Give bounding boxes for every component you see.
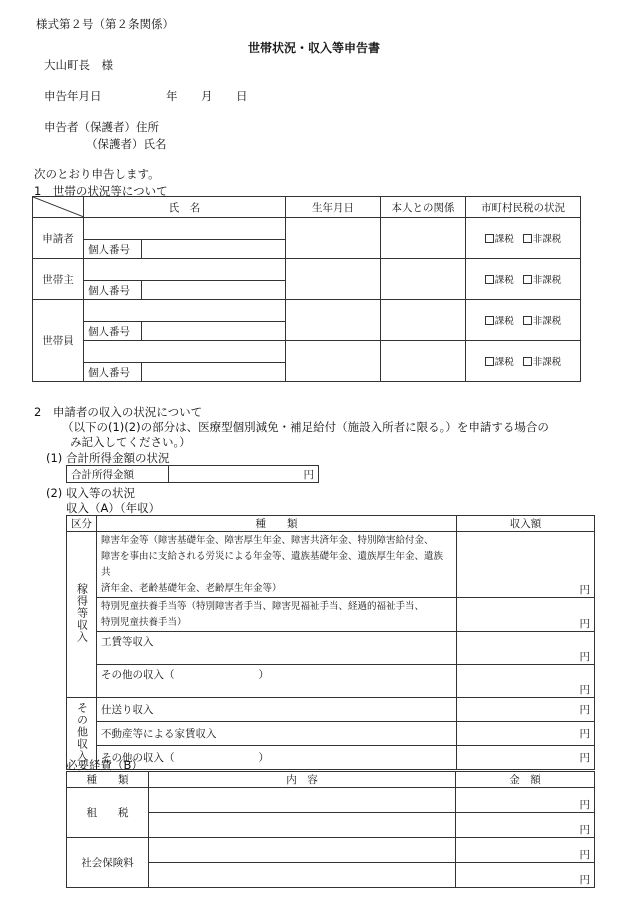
- tax-expense-label: 租 税: [67, 788, 149, 838]
- yen-label: 円: [579, 874, 590, 886]
- birthdate-field[interactable]: [286, 218, 381, 259]
- allowance-line-1: 特別児童扶養手当等（特別障害者手当、障害児福祉手当、経過的福祉手当、: [101, 601, 425, 612]
- my-number-field[interactable]: [142, 322, 286, 341]
- insurance-content-field[interactable]: [149, 838, 456, 863]
- tax-content-field[interactable]: [149, 788, 456, 813]
- row-label-member: 世帯員: [33, 300, 84, 382]
- category-other-label: その他収入: [75, 702, 89, 762]
- other-income-type: その他の収入（ ）: [97, 665, 457, 698]
- allowance-amount[interactable]: [457, 598, 595, 632]
- rent-amount[interactable]: [457, 722, 595, 746]
- checkbox[interactable]: [485, 316, 494, 325]
- other-income-amount[interactable]: [457, 665, 595, 698]
- expense-b-heading: 必要経費（B）: [66, 758, 143, 772]
- expense-table: [66, 771, 595, 888]
- sub2-heading: (2) 収入等の状況: [46, 486, 135, 500]
- household-table: [32, 196, 581, 382]
- header-name: 氏 名: [84, 197, 286, 218]
- allowance-type: [97, 598, 457, 632]
- yen-label: 円: [579, 728, 590, 740]
- my-number-label: 個人番号: [84, 322, 142, 341]
- header-amount: 収入額: [457, 516, 595, 532]
- addressee: 大山町長 様: [44, 58, 113, 72]
- header-relationship: 本人との関係: [381, 197, 466, 218]
- applicant-address-label: 申告者（保護者）住所: [44, 120, 159, 134]
- checkbox[interactable]: [485, 275, 494, 284]
- tax-label: 課税: [494, 234, 514, 245]
- non-tax-label: 非課税: [532, 357, 562, 368]
- date-label: 申告年月日: [44, 89, 102, 103]
- tax-status-field[interactable]: [466, 300, 581, 341]
- tax-status-field[interactable]: [466, 259, 581, 300]
- yen-label: 円: [579, 824, 590, 836]
- year-label: 年: [166, 89, 178, 103]
- yen-label: 円: [579, 752, 590, 764]
- section2-heading: 2 申請者の収入の状況について: [34, 405, 203, 419]
- yen-label: 円: [579, 684, 590, 696]
- total-income-table: [66, 465, 319, 483]
- my-number-field[interactable]: [142, 363, 286, 382]
- yen-label: 円: [579, 651, 590, 663]
- header-type: 種 類: [97, 516, 457, 532]
- pension-amount[interactable]: [457, 532, 595, 598]
- form-number: 様式第２号（第２条関係）: [36, 17, 174, 31]
- remittance-amount[interactable]: [457, 698, 595, 722]
- relationship-field[interactable]: [381, 300, 466, 341]
- header-expense-amount: 金 額: [456, 772, 595, 788]
- allowance-line-2: 特別児童扶養手当）: [101, 617, 187, 628]
- rent-type: 不動産等による家賃収入: [97, 722, 457, 746]
- social-insurance-label: 社会保険料: [67, 838, 149, 888]
- non-tax-label: 非課税: [532, 234, 562, 245]
- header-content: 内 容: [149, 772, 456, 788]
- insurance-amount-field[interactable]: [456, 863, 595, 888]
- non-tax-label: 非課税: [532, 275, 562, 286]
- header-tax-status: 市町村民税の状況: [466, 197, 581, 218]
- tax-amount-field[interactable]: [456, 813, 595, 838]
- checkbox[interactable]: [485, 234, 494, 243]
- non-tax-label: 非課税: [532, 316, 562, 327]
- name-field[interactable]: [84, 259, 286, 281]
- name-field[interactable]: [84, 218, 286, 240]
- name-field[interactable]: [84, 341, 286, 363]
- yen-label: 円: [579, 704, 590, 716]
- tax-status-field[interactable]: [466, 218, 581, 259]
- yen-label: 円: [579, 584, 590, 596]
- total-income-field[interactable]: [169, 466, 319, 483]
- month-label: 月: [201, 89, 213, 103]
- birthdate-field[interactable]: [286, 300, 381, 341]
- wage-amount[interactable]: [457, 632, 595, 665]
- tax-content-field[interactable]: [149, 813, 456, 838]
- header-category: 区分: [67, 516, 97, 532]
- header-expense-type: 種 類: [67, 772, 149, 788]
- yen-label: 円: [579, 799, 590, 811]
- relationship-field[interactable]: [381, 341, 466, 382]
- pension-line-2: 障害を事由に支給される労災による年金等、遺族基礎年金、遺族厚生年金、遺族共: [101, 551, 444, 578]
- income-a-heading: 収入（A）（年収）: [66, 501, 161, 515]
- wage-type: 工賃等収入: [97, 632, 457, 665]
- section1-heading: 1 世帯の状況等について: [34, 184, 168, 198]
- checkbox[interactable]: [523, 275, 532, 284]
- checkbox[interactable]: [485, 357, 494, 366]
- relationship-field[interactable]: [381, 218, 466, 259]
- diagonal-cell: [33, 197, 84, 218]
- tax-label: 課税: [494, 275, 514, 286]
- my-number-label: 個人番号: [84, 363, 142, 382]
- name-field[interactable]: [84, 300, 286, 322]
- category-earned-label: 稼得等収入: [75, 583, 89, 643]
- sub1-heading: (1) 合計所得金額の状況: [46, 451, 170, 465]
- yen-label: 円: [579, 618, 590, 630]
- section2-note-2: み記入してください。）: [70, 435, 191, 449]
- row-label-head: 世帯主: [33, 259, 84, 300]
- my-number-field[interactable]: [142, 240, 286, 259]
- other-income-type-2: その他の収入（ ）: [97, 746, 457, 770]
- tax-status-field[interactable]: [466, 341, 581, 382]
- yen-label: 円: [303, 468, 314, 481]
- yen-label: 円: [579, 849, 590, 861]
- my-number-label: 個人番号: [84, 240, 142, 259]
- relationship-field[interactable]: [381, 259, 466, 300]
- checkbox[interactable]: [523, 357, 532, 366]
- pension-line-1: 障害年金等（障害基礎年金、障害厚生年金、障害共済年金、特別障害給付金、: [101, 535, 434, 546]
- section2-note-1: （以下の(1)(2)の部分は、医療型個別減免・補足給付（施設入所者に限る。）を申請する場合の: [62, 420, 549, 434]
- pension-line-3: 済年金、老齢基礎年金、老齢厚生年金等）: [101, 583, 282, 594]
- day-label: 日: [236, 89, 248, 103]
- category-earned: [67, 532, 97, 698]
- header-birthdate: 生年月日: [286, 197, 381, 218]
- checkbox[interactable]: [523, 316, 532, 325]
- total-income-label: 合計所得金額: [67, 466, 169, 483]
- tax-amount-field[interactable]: [456, 788, 595, 813]
- birthdate-field[interactable]: [286, 259, 381, 300]
- pension-type: [97, 532, 457, 598]
- insurance-content-field[interactable]: [149, 863, 456, 888]
- income-table: [66, 515, 595, 770]
- row-label-applicant: 申請者: [33, 218, 84, 259]
- insurance-amount-field[interactable]: [456, 838, 595, 863]
- checkbox[interactable]: [523, 234, 532, 243]
- remittance-type: 仕送り収入: [97, 698, 457, 722]
- birthdate-field[interactable]: [286, 341, 381, 382]
- tax-label: 課税: [494, 357, 514, 368]
- other-income-amount-2[interactable]: [457, 746, 595, 770]
- intro-text: 次のとおり申告します。: [34, 167, 160, 181]
- my-number-label: 個人番号: [84, 281, 142, 300]
- tax-label: 課税: [494, 316, 514, 327]
- page-title: 世帯状況・収入等申告書: [248, 41, 381, 55]
- my-number-field[interactable]: [142, 281, 286, 300]
- applicant-name-label: （保護者）氏名: [86, 137, 167, 151]
